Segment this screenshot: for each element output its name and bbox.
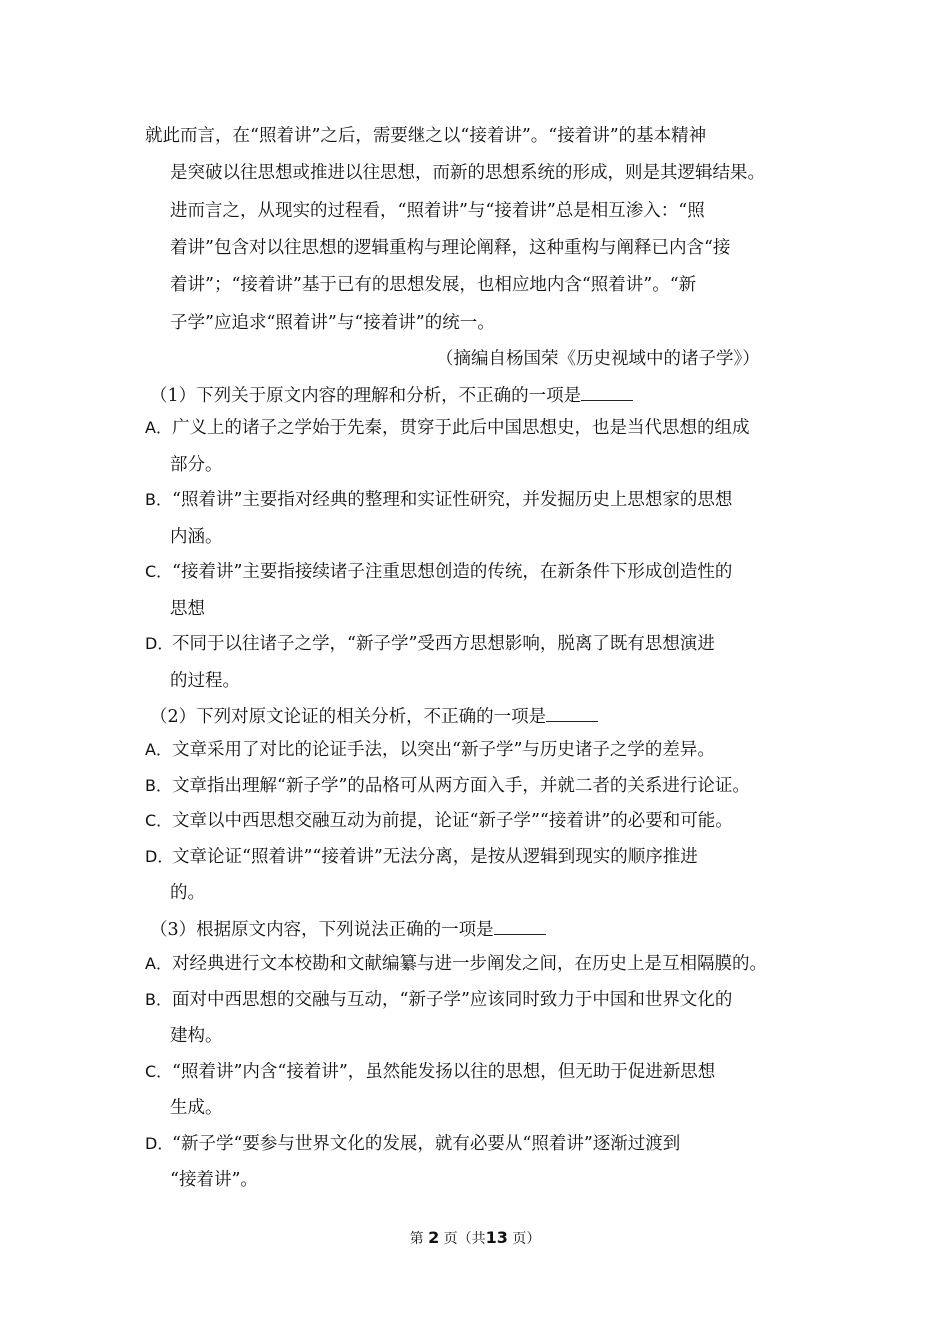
question-2-stem: （2）下列对原文论证的相关分析，不正确的一项是 [150,703,598,729]
q3-option-c: C．“照着讲”内含“接着讲”，虽然能发扬以往的思想，但无助于促进新思想 [145,1062,716,1082]
answer-blank [546,703,598,722]
q3-option-d: D．“新子学“要参与世界文化的发展，就有必要从“照着讲”逐渐过渡到 [145,1134,681,1154]
q3-option-a: A．对经典进行文本校勘和文献编纂与进一步阐发之间，在历史上是互相隔膜的。 [145,954,767,974]
q3-option-d-cont: “接着讲”。 [170,1170,258,1190]
q2-option-a: A．文章采用了对比的论证手法，以突出“新子学”与历史诸子之学的差异。 [145,740,715,760]
passage-source: （摘编自杨国荣《历史视域中的诸子学》） [436,349,760,369]
passage-line: 就此而言，在“照着讲”之后，需要继之以“接着讲”。“接着讲”的基本精神 [145,126,707,146]
option-label: C． [145,562,173,581]
q3-option-b: B．面对中西思想的交融与互动，“新子学”应该同时致力于中国和世界文化的 [145,990,733,1010]
q3-option-b-cont: 建构。 [170,1026,223,1046]
option-label: A． [145,418,172,437]
q2-option-b: B．文章指出理解“新子学”的品格可从两方面入手，并就二者的关系进行论证。 [145,776,750,796]
q1-option-b: B．“照着讲”主要指对经典的整理和实证性研究，并发掘历史上思想家的思想 [145,490,733,510]
q2-option-c: C．文章以中西思想交融互动为前提，论证“新子学”“接着讲”的必要和可能。 [145,811,733,831]
passage-line: 子学”应追求“照着讲”与“接着讲”的统一。 [170,313,495,333]
option-label: D． [145,847,174,866]
q1-option-a-cont: 部分。 [170,455,223,475]
answer-blank [494,916,546,935]
option-label: B． [145,990,172,1009]
option-label: D． [145,634,174,653]
q1-option-d: D．不同于以往诸子之学，“新子学”受西方思想影响，脱离了既有思想演进 [145,634,715,654]
option-label: C． [145,811,173,830]
passage-line: 是突破以往思想或推进以往思想，而新的思想系统的形成，则是其逻辑结果。 [170,163,765,183]
option-label: A． [145,740,172,759]
q1-option-d-cont: 的过程。 [170,671,240,691]
answer-blank [581,382,633,401]
question-1-stem: （1）下列关于原文内容的理解和分析，不正确的一项是 [150,382,633,408]
page-footer: 第 2 页（共13 页） [409,1228,541,1247]
passage-line: 着讲”包含对以往思想的逻辑重构与理论阐释，这种重构与阐释已内含“接 [170,238,731,258]
page-number: 2 [428,1228,440,1247]
q3-option-c-cont: 生成。 [170,1098,223,1118]
q2-option-d-cont: 的。 [170,883,205,903]
q1-option-c-cont: 思想 [170,599,205,619]
passage-line: 着讲”；“接着讲”基于已有的思想发展，也相应地内含“照着讲”。“新 [170,275,697,295]
q2-option-d: D．文章论证“照着讲”“接着讲”无法分离，是按从逻辑到现实的顺序推进 [145,847,698,867]
option-label: A． [145,954,172,973]
page-total: 13 [485,1228,508,1247]
passage-line: 进而言之，从现实的过程看，“照着讲”与“接着讲”总是相互渗入：“照 [170,201,705,221]
option-label: C． [145,1062,173,1081]
option-label: D． [145,1134,174,1153]
q1-option-c: C．“接着讲”主要指接续诸子注重思想创造的传统，在新条件下形成创造性的 [145,562,733,582]
q1-option-a: A．广义上的诸子之学始于先秦，贯穿于此后中国思想史，也是当代思想的组成 [145,418,750,438]
question-3-stem: （3）根据原文内容，下列说法正确的一项是 [150,916,546,942]
option-label: B． [145,490,172,509]
option-label: B． [145,776,172,795]
q1-option-b-cont: 内涵。 [170,527,223,547]
